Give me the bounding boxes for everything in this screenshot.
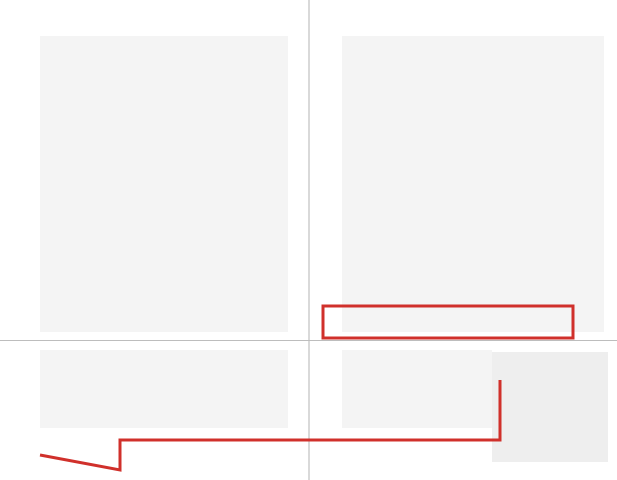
- annotation-arrow: [40, 380, 500, 470]
- highlight-box: [323, 306, 573, 338]
